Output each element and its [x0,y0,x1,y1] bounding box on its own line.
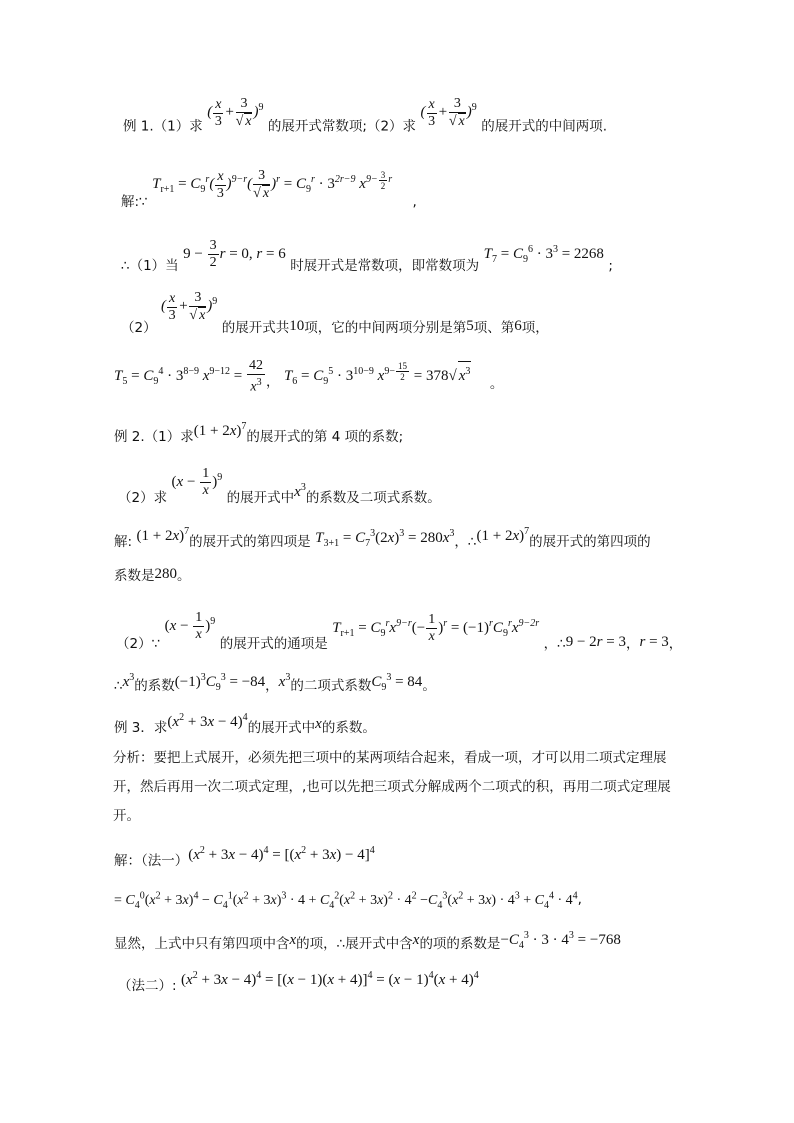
ex3-sol1-line [114,847,375,871]
ex1-binomial-expr-2: ( $\frac{x}{3}$ + $\frac{3}{√ x}$ )$^9$ [420,96,477,129]
ex2-q2-mid: 的展开式中 [226,489,295,506]
ex2-fourth-term: $T_{3+1} = C_7^3(2x)^3 = 280x^3$ [315,528,455,549]
ex1-question-label: 例 1.（1）求 [123,118,203,135]
ex1-solution-line [121,168,417,211]
ex1-part1-label: ∴（1）当 [121,257,179,274]
ex2-q2-x3: $x^3$ [294,481,306,500]
ex2-sol3-x3-a: $x^3$ [122,672,135,690]
ex2-sol1-mid: 的展开式的第四项是 [189,534,311,550]
ex2-sol3-label: ∴ [114,678,123,694]
ex1-part1-mid: 时展开式是常数项，即常数项为 [290,257,480,274]
ex1-part1-line [121,238,613,274]
ex1-part2-n5: 5 [466,318,474,335]
ex3-sol2-label: （法二）: [118,978,177,994]
ex1-part1-end: ; [608,257,613,274]
ex1-solution-label: 解:∵ [121,194,148,211]
ex2-sol1-line2 [114,566,191,586]
ex1-question-tail: 的展开式的中间两项. [481,118,608,135]
ex2-sol2-r: r = 3 [639,633,669,650]
ex1-part2-n6: 6 [514,318,522,335]
ex3-question-label: 例 3．求 [114,720,168,736]
ex3-question-mid: 的展开式中 [247,720,316,736]
ex3-sol2-expr: $(x^2 + 3x - 4)^4 = [(x - 1)(x + 4)]^4 = (x - 1)^4(x + 4)^4$ [181,970,479,988]
ex2-sol1-mid2: ，∴ [454,534,477,550]
ex2-sol1-line [114,528,651,558]
ex2-sol2-label: （2）∵ [116,635,161,652]
ex3-obvious-x2: x [412,932,420,948]
ex1-term-t6: $T_6 = C_9^5 \cdot 3^{10-9}$ $x^{9- \frac{15}{2}}$ = 378√ $x^3$ [283,361,471,388]
ex1-part2-label: （2） [121,320,157,337]
ex1-solution-trail: , [412,194,417,211]
ex3-expansion-line [114,886,582,915]
ex3-expansion-end: , [577,891,582,908]
ex2-sol2-c2: ， [625,635,640,652]
ex2-sol2-comma: ， [668,635,683,652]
ex2-sol2-expr: (x − $\frac{1}{x}$ )$^9$ [164,610,216,642]
ex3-analysis: 分析：要把上式展开，必须先把三项中的某两项结合起来，看成一项，才可以用二项式定理展开，然后再用一次二项式定理，,也可以先把三项式分解成两个二项式的积，再用二项式定理展开。 [113,750,671,824]
ex1-part2-text-b: 项，它的中间两项分别是第 [304,320,467,337]
ex2-sol3-x3-b: $x^3$ [278,672,291,690]
ex2-sol3-b: ， [265,678,279,694]
ex2-coef-280: 280 [154,566,177,582]
ex2-sol3-end: 。 [422,678,436,694]
ex1-constant-term: $T_7 = C_9^6 \cdot 3^3 = 2268$ [483,243,604,265]
ex2-q1-expr: $(1 + 2x)^7$ [193,421,247,439]
ex2-sol3-a: 的系数 [134,678,175,694]
ex2-sol2-mid: 的展开式的通项是 [219,635,328,652]
ex2-sol1-line2-end: 。 [177,568,191,584]
ex3-sol1-label: 解：（法一） [114,853,189,869]
ex3-obvious-c: 的项的系数是 [419,936,501,952]
ex1-term-t5: $T_5 = C_9^4 \cdot 3^{8-9}$ $x^{9-12}$ = $\frac{42}{x^3}$ [114,358,263,395]
ex2-q1-tail: 的展开式的第 4 项的系数; [246,429,404,445]
ex2-sol1-expr2: $(1 + 2x)^7$ [476,526,530,544]
ex2-q2-label: （2）求 [118,489,168,506]
ex3-obvious-a: 显然，上式中只有第四项中含 [114,936,290,952]
ex2-sol1-tail: 的展开式的第四项的 [529,534,651,550]
ex3-obvious-b: 的项，∴展开式中含 [296,936,413,952]
ex2-coef-expr: $(-1)^3C_9^3 = -84$ [174,672,266,693]
ex1-term-sep: ， [266,374,280,391]
ex2-sol1-label: 解: [114,534,133,550]
ex3-question-x: x [315,716,322,732]
ex3-sol2-line [118,972,479,996]
ex1-question-line [123,96,608,144]
ex2-sol1-expr: $(1 + 2x)^7$ [136,526,190,544]
ex2-q2-expr: (x − $\frac{1}{x}$ )$^9$ [171,466,223,498]
ex1-part2-expr: ( $\frac{x}{3}$ + $\frac{3}{√ x}$ )$^9$ [161,290,218,323]
ex2-general-term: $T_{r+1} = C_9^rx^{9-r}(-$ $\frac{1}{x}$ )$^r = (-1)^rC_9^rx^{9-2r}$ [332,612,540,644]
ex3-question-line [114,714,376,738]
ex3-sol1-expr: $(x^2 + 3x - 4)^4 = [(x^2 + 3x) - 4]^4$ [188,845,375,863]
ex1-middle-terms-line [114,358,503,396]
ex2-q2-tail: 的系数及二项式系数。 [305,489,441,506]
ex1-part2-line [121,290,549,337]
ex2-sol2-line [116,610,683,652]
ex1-binomial-expr-1: ( $\frac{x}{3}$ + $\frac{3}{√ x}$ )$^9$ [207,96,264,129]
ex2-sol1-line2-label: 系数是 [114,568,155,584]
ex1-part2-text-a: 的展开式共 [221,320,290,337]
ex2-q1-label: 例 2.（1）求 [114,429,194,445]
ex2-sol3-c: 的二项式系数 [290,678,372,694]
ex1-part2-n10: 10 [289,318,305,335]
ex1-part2-text-d: 项， [521,320,549,337]
ex2-sol2-eq: 9 − 2r = 3 [565,633,626,650]
ex2-sol3-line [114,672,436,702]
ex2-q2-line [118,466,441,506]
ex3-expansion: = $C_4^0(x^2 + 3x)^4 - C_4^1(x^2 + 3x)^3 \cdot 4 + C_4^2(x^2 + 3x)^2 \cdot 4^2 -C_4^3(x^2 + 3x) \cdot 4^3 + C_4^4 \cdot 4^4$ [114,890,578,911]
ex1-general-term: $T_{r+1} = C_9^r$( $\frac{x}{3}$ )$^{9-r}$( $\frac{3}{√ x}$ )$^r = C_9^r \cdot 3^{2r-9}$ $x^{9- \frac{3}{2} r}$ [152,168,393,201]
ex3-question-tail: 的系数。 [321,720,376,736]
ex1-part1-condition: 9 − $\frac{3}{2}$ r = 0, r = 6 [183,238,286,270]
ex3-question-expr: $(x^2 + 3x - 4)^4$ [167,712,248,730]
ex2-binom-coef: $C_9^3 = 84$ [371,672,423,693]
ex3-coef-result: $-C_4^3 \cdot 3 \cdot 4^3 = -768$ [500,930,621,951]
ex1-part2-text-c: 项、第 [473,320,515,337]
ex3-obvious-x1: x [289,932,297,948]
ex1-part2-tail: 。 [489,376,504,393]
ex2-q1-line [114,423,403,447]
ex3-obvious-line [114,930,621,960]
ex2-sol2-c1: ，∴ [543,635,566,652]
ex1-question-mid: 的展开式常数项;（2）求 [267,118,417,135]
